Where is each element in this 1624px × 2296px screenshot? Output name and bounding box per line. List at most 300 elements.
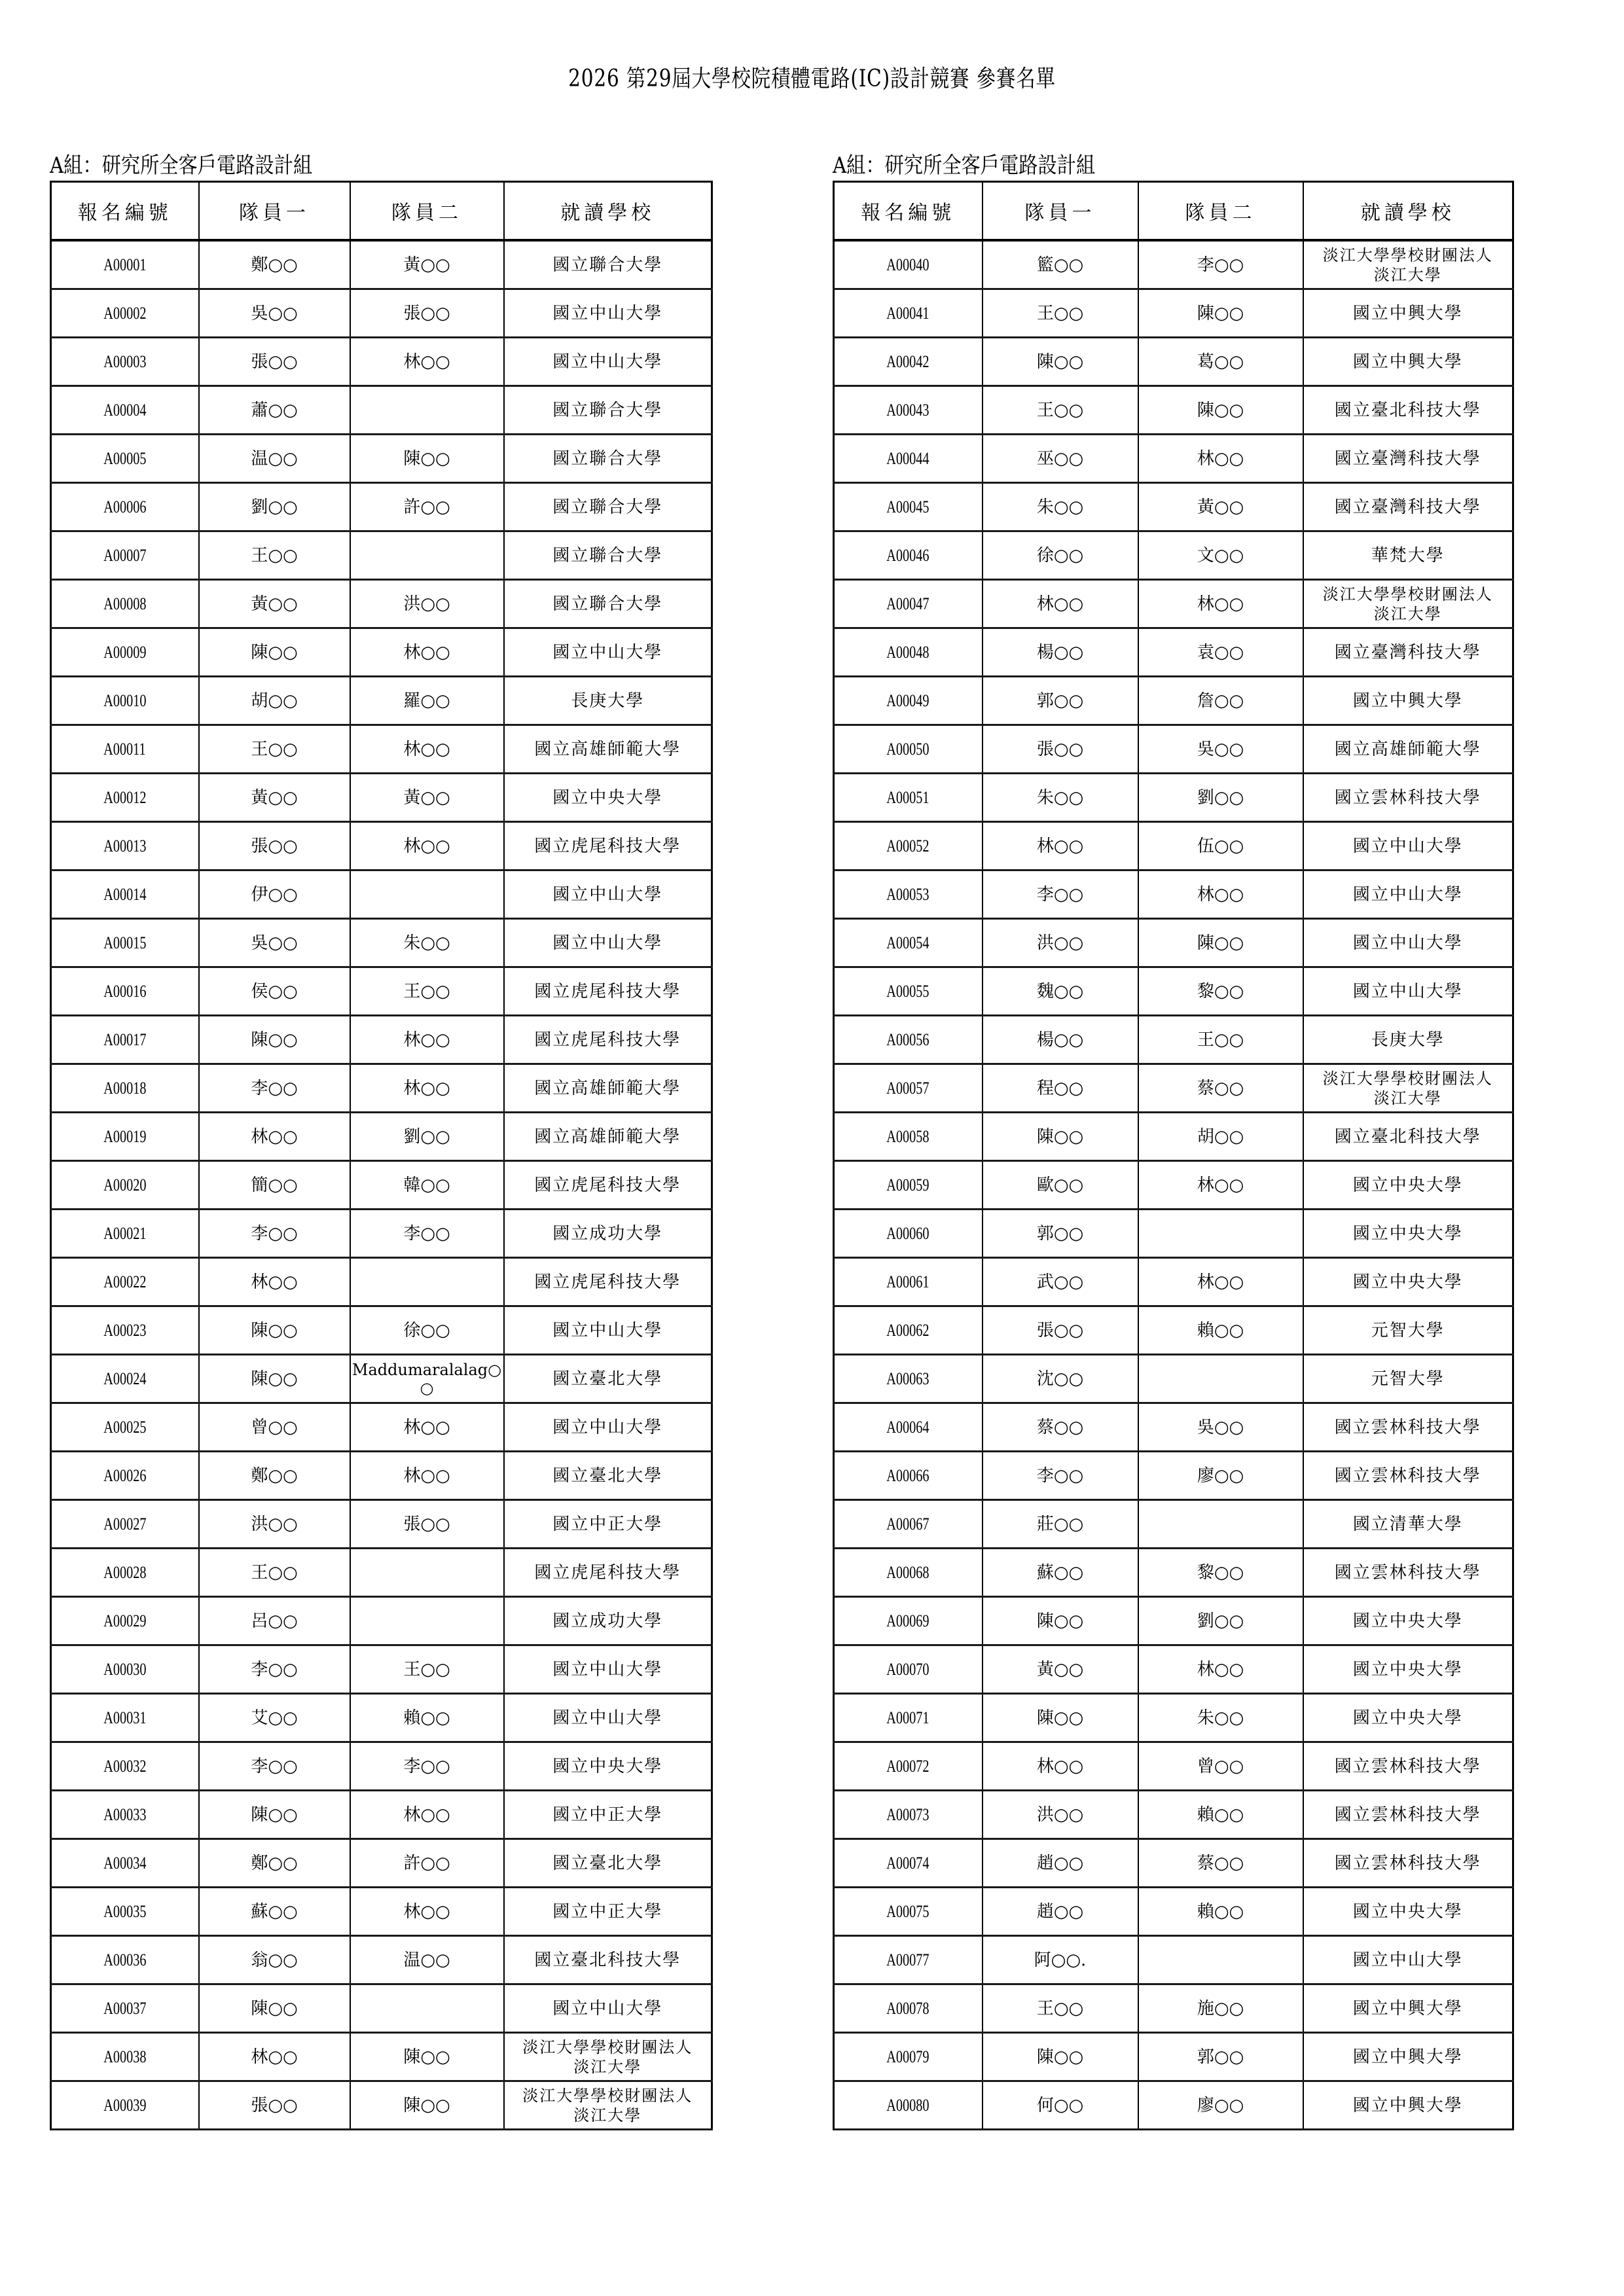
school-name: 國立虎尾科技大學 — [504, 822, 712, 870]
school-name: 華梵大學 — [1303, 531, 1513, 580]
column-header-member2: 隊員二 — [350, 182, 504, 241]
table-row — [834, 289, 1513, 338]
school-name: 國立臺灣科技大學 — [1303, 435, 1513, 483]
table-row — [834, 1452, 1513, 1500]
member1-name: 洪○○ — [199, 1500, 350, 1549]
registration-id-text: A00016 — [103, 981, 147, 1001]
school-name: 國立中興大學 — [1303, 2033, 1513, 2081]
member1-name: 温○○ — [199, 435, 350, 483]
member1-name: 徐○○ — [983, 531, 1138, 580]
member1-name: 武○○ — [983, 1258, 1138, 1306]
member2-name: 曾○○ — [1138, 1742, 1303, 1791]
registration-id-text: A00069 — [886, 1611, 929, 1630]
registration-id-text: A00009 — [103, 642, 147, 662]
registration-id — [51, 2081, 199, 2130]
member1-name: 侯○○ — [199, 967, 350, 1016]
registration-id-text: A00007 — [103, 545, 147, 565]
school-name: 國立中山大學 — [504, 628, 712, 677]
member1-name: 阿○○. — [983, 1936, 1138, 1984]
roster-body — [834, 240, 1513, 2130]
school-name: 國立聯合大學 — [504, 531, 712, 580]
school-name: 國立臺北大學 — [504, 1452, 712, 1500]
member1-name: 郭○○ — [983, 677, 1138, 725]
school-name: 國立中山大學 — [504, 1403, 712, 1452]
registration-id — [51, 822, 199, 870]
member2-name: 廖○○ — [1138, 1452, 1303, 1500]
school-name: 國立中正大學 — [504, 1791, 712, 1839]
table-row — [834, 338, 1513, 386]
registration-id — [51, 725, 199, 774]
school-name: 國立虎尾科技大學 — [504, 1549, 712, 1597]
table-row — [51, 919, 712, 967]
registration-id — [834, 531, 983, 580]
member1-name: 鄭○○ — [199, 1839, 350, 1888]
school-name: 國立虎尾科技大學 — [504, 1161, 712, 1210]
member1-name: 蘇○○ — [983, 1549, 1138, 1597]
table-row — [51, 1839, 712, 1888]
registration-id — [51, 483, 199, 531]
registration-id — [51, 1403, 199, 1452]
registration-id-text: A00049 — [886, 691, 929, 710]
table-row — [51, 1210, 712, 1258]
registration-id — [51, 1742, 199, 1791]
registration-id-text: A00017 — [103, 1030, 147, 1049]
registration-id-text: A00015 — [103, 933, 147, 952]
member1-name: 李○○ — [199, 1742, 350, 1791]
member2-name: 王○○ — [1138, 1016, 1303, 1064]
school-name: 國立中山大學 — [504, 919, 712, 967]
registration-id — [51, 1452, 199, 1500]
member1-name: 陳○○ — [199, 628, 350, 677]
column-header-member1: 隊員一 — [983, 182, 1138, 241]
table-row — [834, 1258, 1513, 1306]
table-header-row — [51, 182, 712, 241]
table-row — [51, 1113, 712, 1161]
table-row — [834, 1597, 1513, 1645]
member1-name: 陳○○ — [199, 1306, 350, 1355]
member2-name: 林○○ — [1138, 435, 1303, 483]
member2-name: 林○○ — [1138, 870, 1303, 919]
table-row — [51, 628, 712, 677]
school-name: 國立中山大學 — [504, 289, 712, 338]
member2-name — [350, 1549, 504, 1597]
member1-name: 林○○ — [983, 822, 1138, 870]
registration-id-text: A00079 — [886, 2047, 929, 2066]
registration-id-text: A00004 — [103, 400, 147, 420]
member2-name — [1138, 1355, 1303, 1403]
table-row — [51, 1258, 712, 1306]
registration-id-text: A00024 — [103, 1369, 147, 1388]
member1-name: 陳○○ — [199, 1791, 350, 1839]
member1-name: 林○○ — [199, 1113, 350, 1161]
registration-id-text: A00028 — [103, 1562, 147, 1582]
school-name: 國立中興大學 — [1303, 289, 1513, 338]
member1-name: 朱○○ — [983, 774, 1138, 822]
table-row — [51, 2081, 712, 2130]
table-row — [51, 483, 712, 531]
registration-id — [834, 240, 983, 289]
member2-name: 李○○ — [350, 1742, 504, 1791]
column-header-school: 就讀學校 — [1303, 182, 1513, 241]
member2-name: 伍○○ — [1138, 822, 1303, 870]
member2-name: 林○○ — [350, 1403, 504, 1452]
registration-id — [834, 1597, 983, 1645]
registration-id-text: A00044 — [886, 448, 929, 468]
school-name: 國立雲林科技大學 — [1303, 1549, 1513, 1597]
registration-id-text: A00067 — [886, 1514, 929, 1534]
registration-id — [834, 1742, 983, 1791]
registration-id-text: A00027 — [103, 1514, 147, 1534]
member1-name: 張○○ — [199, 822, 350, 870]
member1-name: 林○○ — [983, 1742, 1138, 1791]
registration-id-text: A00072 — [886, 1756, 929, 1776]
school-name: 國立虎尾科技大學 — [504, 967, 712, 1016]
registration-id-text: A00060 — [886, 1223, 929, 1243]
school-name: 國立中興大學 — [1303, 338, 1513, 386]
member2-name: 朱○○ — [350, 919, 504, 967]
table-row — [834, 1742, 1513, 1791]
table-row — [51, 1306, 712, 1355]
table-row — [51, 1549, 712, 1597]
school-name: 淡江大學學校財團法人 淡江大學 — [1303, 240, 1513, 289]
school-name: 國立中山大學 — [1303, 870, 1513, 919]
registration-id — [834, 483, 983, 531]
roster-section-right — [833, 151, 1514, 2130]
section-heading: A組：研究所全客戶電路設計組 — [833, 152, 1096, 179]
registration-id — [51, 1936, 199, 1984]
member2-name: 林○○ — [1138, 1645, 1303, 1694]
registration-id-text: A00025 — [103, 1417, 147, 1437]
member1-name: 李○○ — [983, 870, 1138, 919]
registration-id — [51, 1839, 199, 1888]
table-row — [51, 1161, 712, 1210]
roster-section-left — [50, 151, 713, 2130]
registration-id — [51, 386, 199, 435]
table-row — [834, 1016, 1513, 1064]
member2-name: 陳○○ — [350, 2033, 504, 2081]
member2-name — [1138, 1500, 1303, 1549]
school-name: 元智大學 — [1303, 1355, 1513, 1403]
registration-id — [51, 580, 199, 628]
member2-name: 陳○○ — [350, 435, 504, 483]
registration-id-text: A00010 — [103, 691, 147, 710]
registration-id-text: A00080 — [886, 2095, 929, 2115]
table-row — [834, 967, 1513, 1016]
member2-name: 陳○○ — [350, 2081, 504, 2130]
school-name: 淡江大學學校財團法人 淡江大學 — [504, 2033, 712, 2081]
member1-name: 吳○○ — [199, 919, 350, 967]
registration-id — [51, 1064, 199, 1113]
member1-name: 巫○○ — [983, 435, 1138, 483]
registration-id — [51, 1258, 199, 1306]
registration-id — [834, 1549, 983, 1597]
member2-name: 賴○○ — [350, 1694, 504, 1742]
member1-name: 林○○ — [199, 2033, 350, 2081]
registration-id — [51, 1113, 199, 1161]
registration-id — [51, 1597, 199, 1645]
member1-name: 艾○○ — [199, 1694, 350, 1742]
registration-id-text: A00071 — [886, 1708, 929, 1727]
school-name: 國立雲林科技大學 — [1303, 774, 1513, 822]
member1-name: 蘇○○ — [199, 1888, 350, 1936]
member2-name — [350, 531, 504, 580]
registration-id-text: A00029 — [103, 1611, 147, 1630]
table-row — [51, 338, 712, 386]
registration-id-text: A00074 — [886, 1853, 929, 1873]
member2-name: 蔡○○ — [1138, 1064, 1303, 1113]
table-row — [51, 240, 712, 289]
table-row — [834, 725, 1513, 774]
member1-name: 王○○ — [983, 289, 1138, 338]
table-row — [834, 870, 1513, 919]
table-row — [834, 1210, 1513, 1258]
table-header-row — [834, 182, 1513, 241]
school-name: 國立雲林科技大學 — [1303, 1791, 1513, 1839]
registration-id — [51, 1984, 199, 2033]
member1-name: 李○○ — [983, 1452, 1138, 1500]
member1-name: 陳○○ — [199, 1355, 350, 1403]
school-name: 國立中興大學 — [1303, 677, 1513, 725]
member1-name: 胡○○ — [199, 677, 350, 725]
school-name: 國立中正大學 — [504, 1888, 712, 1936]
member2-name: 郭○○ — [1138, 2033, 1303, 2081]
member2-name: 劉○○ — [350, 1113, 504, 1161]
registration-id-text: A00002 — [103, 303, 147, 323]
member2-name: 黃○○ — [350, 774, 504, 822]
member1-name: 張○○ — [983, 1306, 1138, 1355]
table-row — [51, 1936, 712, 1984]
registration-id — [834, 1016, 983, 1064]
registration-id-text: A00032 — [103, 1756, 147, 1776]
member2-name: 李○○ — [350, 1210, 504, 1258]
table-row — [51, 2033, 712, 2081]
registration-id-text: A00042 — [886, 351, 929, 371]
school-name: 國立中央大學 — [1303, 1888, 1513, 1936]
member1-name: 李○○ — [199, 1064, 350, 1113]
member1-name: 陳○○ — [983, 1694, 1138, 1742]
registration-id — [834, 338, 983, 386]
table-row — [51, 1791, 712, 1839]
school-name: 國立臺北科技大學 — [1303, 1113, 1513, 1161]
registration-id — [834, 1306, 983, 1355]
registration-id — [51, 2033, 199, 2081]
table-row — [834, 483, 1513, 531]
school-name: 國立臺北科技大學 — [504, 1936, 712, 1984]
member2-name: 劉○○ — [1138, 1597, 1303, 1645]
registration-id — [51, 1645, 199, 1694]
member1-name: 黃○○ — [199, 774, 350, 822]
registration-id-text: A00031 — [103, 1708, 147, 1727]
member1-name: 張○○ — [199, 338, 350, 386]
member2-name: 黃○○ — [1138, 483, 1303, 531]
registration-id-text: A00043 — [886, 400, 929, 420]
school-name: 淡江大學學校財團法人 淡江大學 — [1303, 1064, 1513, 1113]
member2-name: 袁○○ — [1138, 628, 1303, 677]
registration-id-text: A00047 — [886, 594, 929, 613]
school-name: 國立聯合大學 — [504, 435, 712, 483]
member1-name: 王○○ — [983, 386, 1138, 435]
school-name: 國立臺北大學 — [504, 1355, 712, 1403]
school-name: 國立中央大學 — [504, 1742, 712, 1791]
registration-id — [834, 677, 983, 725]
school-name: 國立中山大學 — [504, 870, 712, 919]
registration-id-text: A00035 — [103, 1901, 147, 1921]
school-name: 國立聯合大學 — [504, 240, 712, 289]
registration-id-text: A00048 — [886, 642, 929, 662]
registration-id — [51, 870, 199, 919]
member1-name: 簡○○ — [199, 1161, 350, 1210]
member1-name: 王○○ — [199, 1549, 350, 1597]
registration-id-text: A00064 — [886, 1417, 929, 1437]
member2-name: 李○○ — [1138, 240, 1303, 289]
school-name: 國立清華大學 — [1303, 1500, 1513, 1549]
registration-id-text: A00014 — [103, 884, 147, 904]
registration-id-text: A00036 — [103, 1950, 147, 1969]
member1-name: 蕭○○ — [199, 386, 350, 435]
table-row — [51, 1016, 712, 1064]
member2-name: 文○○ — [1138, 531, 1303, 580]
member2-name — [350, 870, 504, 919]
member2-name: 洪○○ — [350, 580, 504, 628]
registration-id-text: A00063 — [886, 1369, 929, 1388]
member1-name: 呂○○ — [199, 1597, 350, 1645]
member1-name: 王○○ — [199, 725, 350, 774]
school-name: 國立聯合大學 — [504, 580, 712, 628]
registration-id-text: A00077 — [886, 1950, 929, 1969]
member2-name: 朱○○ — [1138, 1694, 1303, 1742]
roster-body — [51, 240, 712, 2130]
school-name: 元智大學 — [1303, 1306, 1513, 1355]
school-name: 淡江大學學校財團法人 淡江大學 — [504, 2081, 712, 2130]
member2-name: 温○○ — [350, 1936, 504, 1984]
registration-id — [834, 1113, 983, 1161]
member1-name: 陳○○ — [199, 1016, 350, 1064]
table-row — [834, 2033, 1513, 2081]
member2-name: 賴○○ — [1138, 1791, 1303, 1839]
registration-id-text: A00030 — [103, 1659, 147, 1679]
registration-id — [834, 289, 983, 338]
member2-name: 林○○ — [350, 628, 504, 677]
registration-id — [834, 1839, 983, 1888]
member1-name: 黃○○ — [983, 1645, 1138, 1694]
member2-name: 林○○ — [350, 1888, 504, 1936]
table-row — [834, 677, 1513, 725]
registration-id-text: A00033 — [103, 1804, 147, 1824]
registration-id — [834, 1888, 983, 1936]
column-header-id: 報名編號 — [834, 182, 983, 241]
registration-id-text: A00053 — [886, 884, 929, 904]
registration-id-text: A00019 — [103, 1126, 147, 1146]
school-name: 國立聯合大學 — [504, 386, 712, 435]
registration-id — [834, 386, 983, 435]
registration-id — [834, 1403, 983, 1452]
table-row — [834, 240, 1513, 289]
registration-id-text: A00056 — [886, 1030, 929, 1049]
table-row — [51, 1403, 712, 1452]
school-name: 國立中山大學 — [504, 1694, 712, 1742]
member2-name: 林○○ — [350, 822, 504, 870]
registration-id-text: A00062 — [886, 1320, 929, 1340]
school-name: 國立雲林科技大學 — [1303, 1839, 1513, 1888]
member2-name: 蔡○○ — [1138, 1839, 1303, 1888]
school-name: 國立中山大學 — [1303, 822, 1513, 870]
school-name: 國立中央大學 — [1303, 1210, 1513, 1258]
table-row — [51, 1645, 712, 1694]
registration-id-text: A00055 — [886, 981, 929, 1001]
registration-id — [51, 677, 199, 725]
school-name: 國立高雄師範大學 — [504, 725, 712, 774]
registration-id-text: A00040 — [886, 255, 929, 274]
registration-id-text: A00068 — [886, 1562, 929, 1582]
registration-id — [834, 580, 983, 628]
member2-name: 賴○○ — [1138, 1888, 1303, 1936]
school-name: 國立中山大學 — [504, 1645, 712, 1694]
column-header-member1: 隊員一 — [199, 182, 350, 241]
member1-name: 陳○○ — [983, 1597, 1138, 1645]
member1-name: 劉○○ — [199, 483, 350, 531]
member1-name: 陳○○ — [983, 338, 1138, 386]
member2-name — [1138, 1936, 1303, 1984]
school-name: 淡江大學學校財團法人 淡江大學 — [1303, 580, 1513, 628]
registration-id — [51, 919, 199, 967]
member1-name: 王○○ — [983, 1984, 1138, 2033]
member1-name: 楊○○ — [983, 628, 1138, 677]
table-row — [834, 1403, 1513, 1452]
table-row — [51, 1452, 712, 1500]
school-name: 國立中山大學 — [504, 1306, 712, 1355]
member1-name: 李○○ — [199, 1645, 350, 1694]
school-name: 國立雲林科技大學 — [1303, 1403, 1513, 1452]
table-row — [834, 628, 1513, 677]
registration-id — [51, 1791, 199, 1839]
registration-id-text: A00075 — [886, 1901, 929, 1921]
table-row — [51, 435, 712, 483]
table-row — [51, 531, 712, 580]
member1-name: 王○○ — [199, 531, 350, 580]
member1-name: 陳○○ — [983, 1113, 1138, 1161]
member2-name: 陳○○ — [1138, 289, 1303, 338]
registration-id-text: A00050 — [886, 739, 929, 759]
table-row — [834, 1984, 1513, 2033]
registration-id-text: A00070 — [886, 1659, 929, 1679]
member2-name: 黎○○ — [1138, 967, 1303, 1016]
school-name: 國立雲林科技大學 — [1303, 1452, 1513, 1500]
table-row — [51, 1355, 712, 1403]
registration-id-text: A00011 — [103, 739, 147, 759]
registration-id — [834, 1984, 983, 2033]
member1-name: 趙○○ — [983, 1839, 1138, 1888]
member1-name: 朱○○ — [983, 483, 1138, 531]
table-row — [834, 386, 1513, 435]
school-name: 國立中央大學 — [1303, 1645, 1513, 1694]
table-row — [51, 1888, 712, 1936]
registration-id — [834, 1500, 983, 1549]
table-row — [834, 822, 1513, 870]
table-row — [51, 967, 712, 1016]
registration-id — [834, 435, 983, 483]
registration-id — [51, 289, 199, 338]
registration-id-text: A00037 — [103, 1998, 147, 2018]
member1-name: 吳○○ — [199, 289, 350, 338]
column-header-school: 就讀學校 — [504, 182, 712, 241]
member2-name: 賴○○ — [1138, 1306, 1303, 1355]
column-header-member2: 隊員二 — [1138, 182, 1303, 241]
school-name: 國立臺北大學 — [504, 1839, 712, 1888]
school-name: 國立中正大學 — [504, 1500, 712, 1549]
table-row — [834, 1936, 1513, 1984]
table-row — [834, 1306, 1513, 1355]
school-name: 國立聯合大學 — [504, 483, 712, 531]
